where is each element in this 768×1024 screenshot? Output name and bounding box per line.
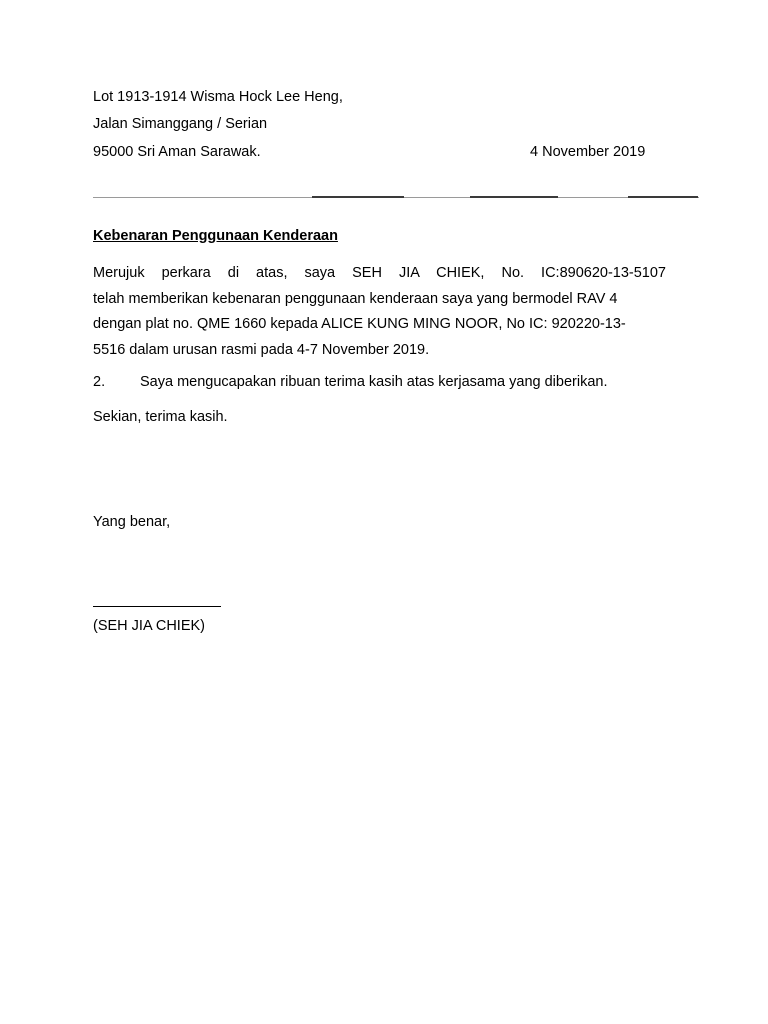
header-divider-segment	[628, 196, 698, 198]
letter-subject: Kebenaran Penggunaan Kenderaan	[93, 228, 338, 244]
address-line-2: Jalan Simanggang / Serian	[93, 116, 268, 132]
paragraph-1-line: telah memberikan kebenaran penggunaan kenderaan saya yang bermodel RAV 4	[93, 290, 618, 307]
letter-date: 4 November 2019	[530, 144, 646, 160]
header-divider-segment	[470, 196, 558, 198]
paragraph-2-text: Saya mengucapakan ribuan terima kasih atas kerjasama yang diberikan.	[140, 374, 608, 390]
paragraph-2-number: 2.	[93, 374, 106, 390]
signatory-name: (SEH JIA CHIEK)	[93, 618, 205, 634]
closing-line: Sekian, terima kasih.	[93, 409, 228, 425]
address-line-1: Lot 1913-1914 Wisma Hock Lee Heng,	[93, 89, 343, 105]
paragraph-1-line: Merujuk perkara di atas, saya SEH JIA CHIEK, No. IC:890620-13-5107	[93, 265, 666, 281]
paragraph-1-line: dengan plat no. QME 1660 kepada ALICE KUNG MING NOOR, No IC: 920220-13-	[93, 316, 626, 332]
signature-line	[93, 606, 221, 607]
header-divider-segment	[312, 196, 404, 198]
address-line-3: 95000 Sri Aman Sarawak.	[93, 144, 261, 160]
paragraph-1-line: 5516 dalam urusan rasmi pada 4-7 November 2019.	[93, 341, 430, 358]
regards-line: Yang benar,	[93, 514, 171, 530]
paragraph-1	[93, 261, 666, 363]
